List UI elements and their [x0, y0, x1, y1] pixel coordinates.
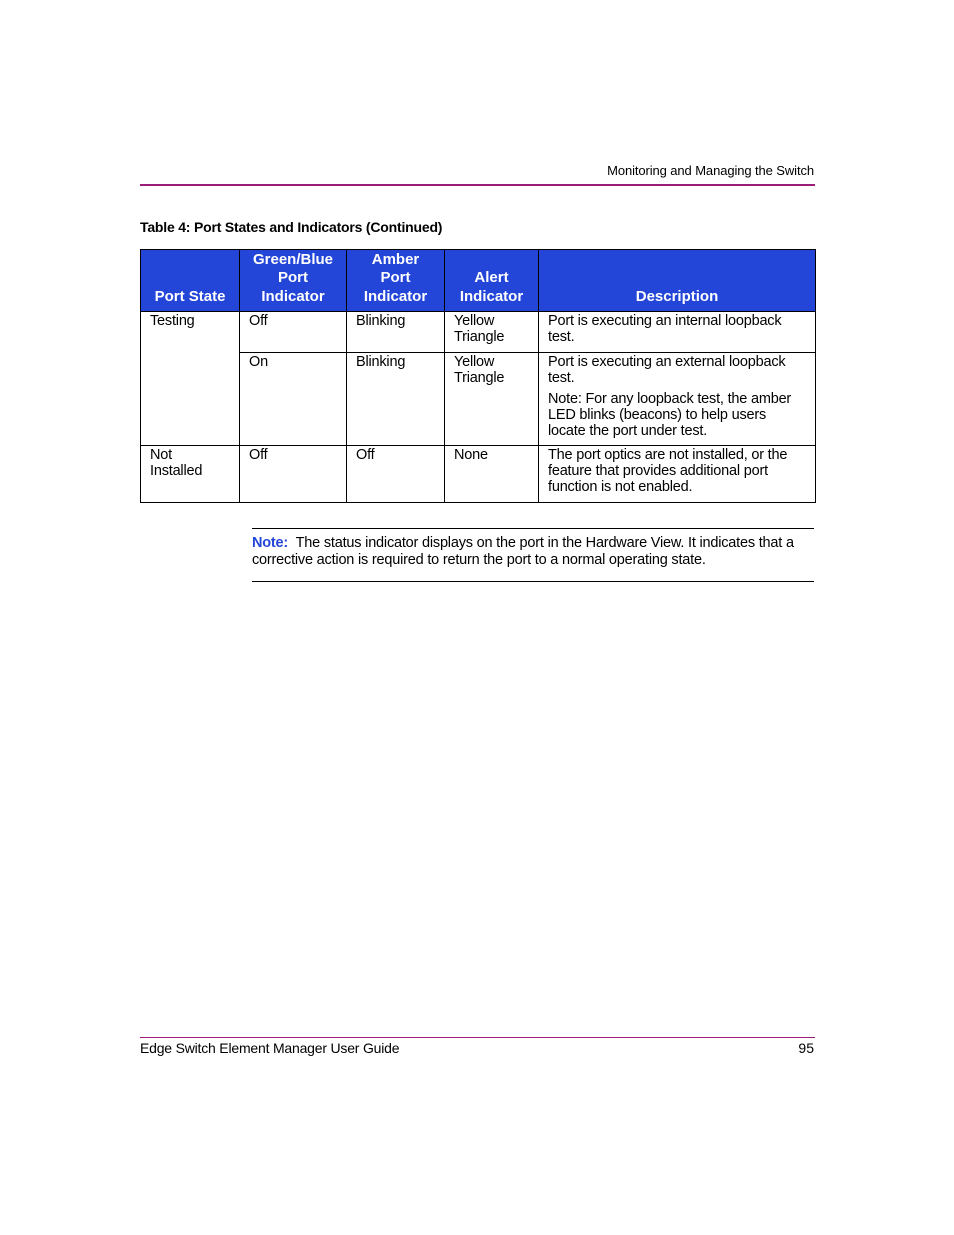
cell-alert: [445, 446, 539, 503]
header-line: Port: [380, 269, 411, 286]
cell-text: Testing: [150, 313, 195, 329]
note-text: The status indicator displays on the port in the Hardware View. It indicates that a corrective action is required to return the port to a normal operating state.: [252, 535, 794, 568]
cell-text: Triangle: [454, 370, 505, 386]
header-line: Green/Blue: [252, 250, 334, 268]
cell-text: Triangle: [454, 329, 505, 345]
note-block: [252, 535, 814, 569]
cell-text: Off: [249, 447, 268, 463]
header-line: Indicator: [261, 287, 325, 305]
table-header-row: [141, 250, 816, 312]
cell-text: Off: [249, 313, 268, 329]
cell-text: Yellow: [454, 354, 495, 370]
cell-paragraph: Note: For any loopback test, the amber LED blinks (beacons) to help users locate the port under test.: [548, 391, 792, 439]
cell-green-blue: [240, 446, 347, 503]
cell-text: Blinking: [356, 354, 406, 370]
header-line: Indicator: [363, 287, 428, 305]
cell-description: [539, 353, 816, 446]
cell-paragraph: Port is executing an external loopback test.: [548, 354, 786, 386]
footer-guide-title: Edge Switch Element Manager User Guide: [140, 1040, 400, 1056]
header-rule: [140, 184, 815, 186]
cell-description: [539, 312, 816, 353]
port-states-table: [140, 249, 816, 503]
cell-alert: [445, 312, 539, 353]
table-row: [141, 353, 816, 446]
cell-text: None: [454, 447, 488, 463]
note-rule-top: [252, 528, 814, 529]
cell-paragraph: The port optics are not installed, or the feature that provides additional port function is not enabled.: [548, 447, 788, 495]
note-label: Note:: [252, 535, 289, 551]
column-header-alert-indicator: [445, 250, 539, 312]
cell-text: Off: [356, 447, 375, 463]
table-row: [141, 312, 816, 353]
cell-port-state: [141, 312, 240, 446]
header-line: Port State: [154, 287, 226, 305]
cell-text: Blinking: [356, 313, 406, 329]
cell-text: Yellow: [454, 313, 495, 329]
header-line: Alert: [474, 269, 509, 286]
cell-text: Not: [150, 447, 172, 463]
column-header-amber-port-indicator: [347, 250, 445, 312]
footer-rule: [140, 1037, 815, 1038]
header-line: Indicator: [459, 287, 524, 305]
cell-green-blue: [240, 353, 347, 446]
header-line: Description: [635, 287, 719, 305]
header-line: Amber: [371, 250, 420, 268]
cell-amber: [347, 446, 445, 503]
cell-amber: [347, 353, 445, 446]
cell-green-blue: [240, 312, 347, 353]
cell-text: On: [249, 354, 268, 370]
cell-amber: [347, 312, 445, 353]
column-header-green-blue-port-indicator: [240, 250, 347, 312]
header-line: Port: [278, 269, 308, 286]
page-number: 95: [798, 1040, 814, 1056]
note-rule-bottom: [252, 581, 814, 582]
column-header-port-state: [141, 250, 240, 312]
cell-port-state: [141, 446, 240, 503]
cell-alert: [445, 353, 539, 446]
cell-paragraph: Port is executing an internal loopback test.: [548, 313, 782, 345]
column-header-description: [539, 250, 816, 312]
cell-description: [539, 446, 816, 503]
cell-text: Installed: [150, 463, 203, 479]
table-row: [141, 446, 816, 503]
table-caption: Table 4: Port States and Indicators (Continued): [140, 219, 443, 235]
running-header: Monitoring and Managing the Switch: [607, 163, 814, 178]
